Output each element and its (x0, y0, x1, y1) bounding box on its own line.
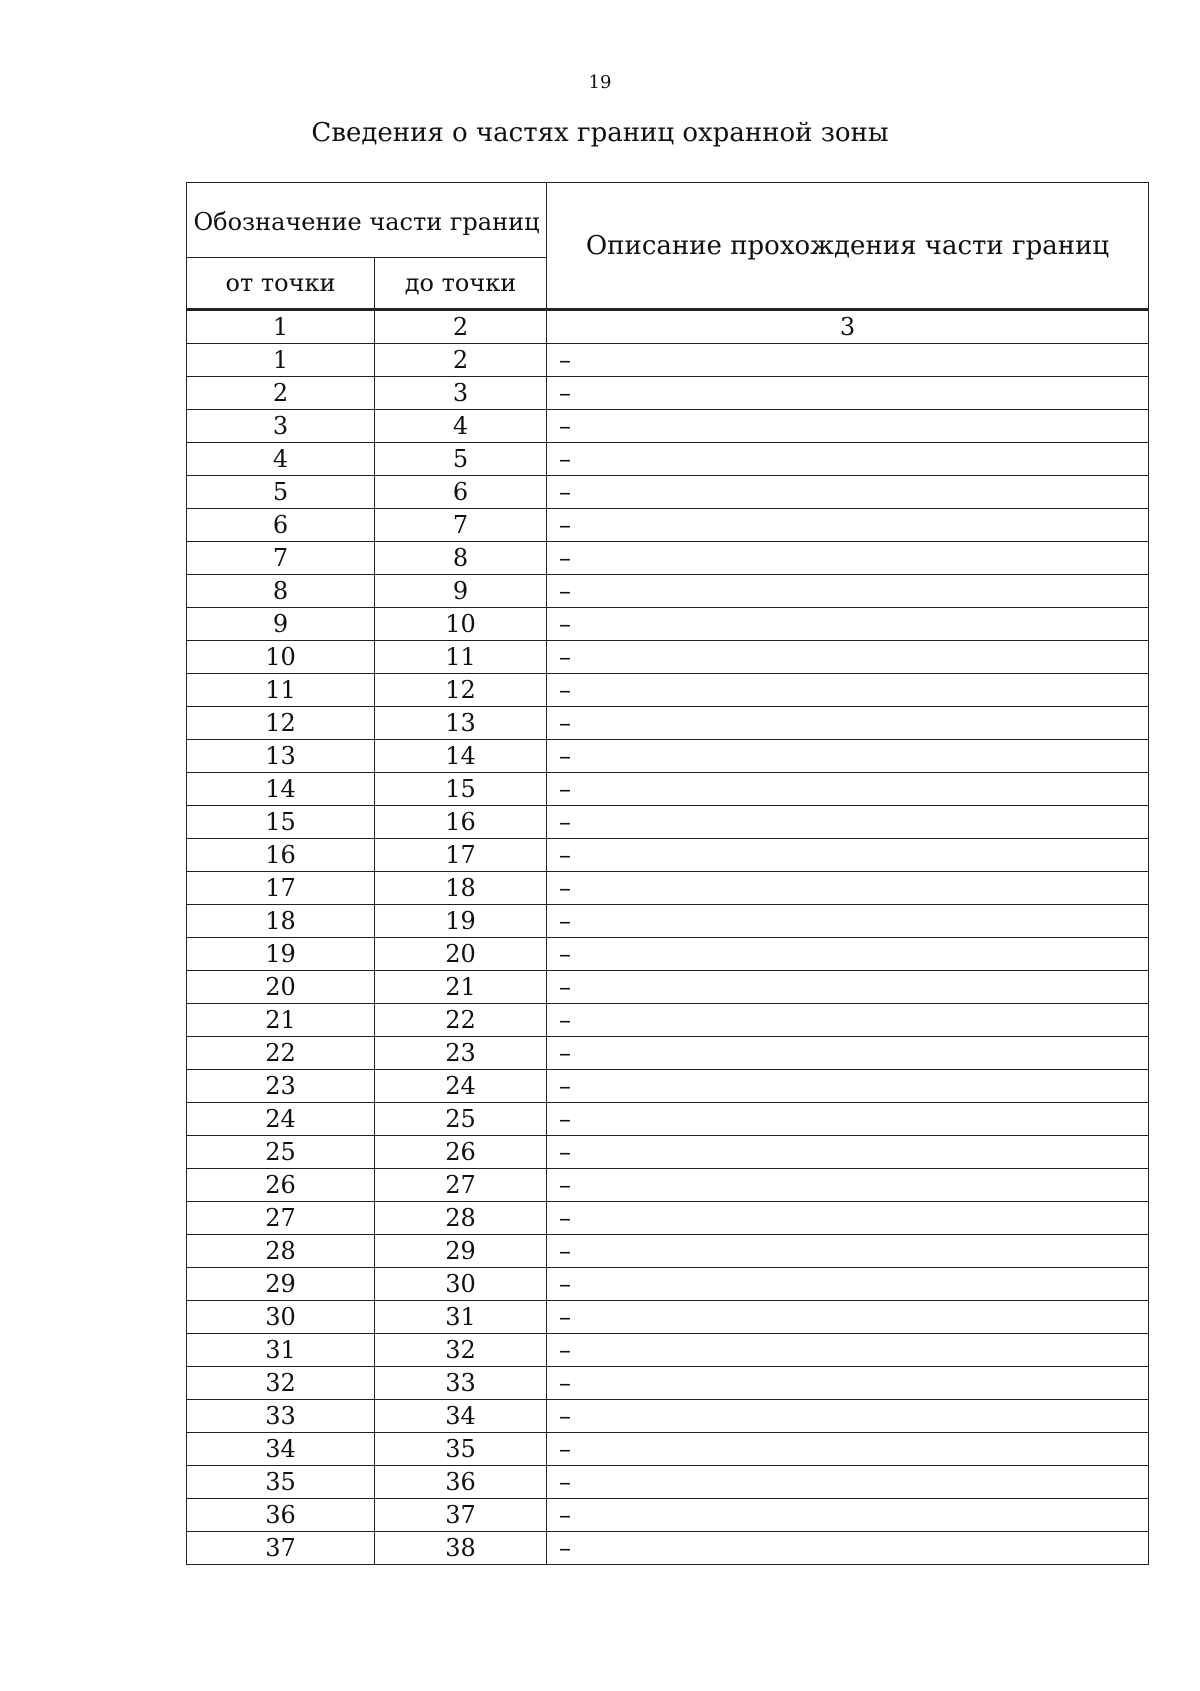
to-point-cell: 33 (375, 1367, 547, 1400)
from-point-cell: 31 (187, 1334, 375, 1367)
description-cell: – (547, 1466, 1149, 1499)
from-point-cell: 11 (187, 674, 375, 707)
description-cell: – (547, 608, 1149, 641)
table-row (187, 1070, 1149, 1103)
page-number: 19 (588, 72, 612, 93)
to-point-cell: 5 (375, 443, 547, 476)
table-row (187, 1499, 1149, 1532)
to-point-cell: 2 (375, 344, 547, 377)
to-point-cell: 18 (375, 872, 547, 905)
description-cell: – (547, 509, 1149, 542)
to-point-cell: 15 (375, 773, 547, 806)
table-row (187, 410, 1149, 443)
to-point-cell: 23 (375, 1037, 547, 1070)
table-row (187, 476, 1149, 509)
from-point-cell: 36 (187, 1499, 375, 1532)
from-point-cell: 33 (187, 1400, 375, 1433)
table-row (187, 1268, 1149, 1301)
from-point-cell: 14 (187, 773, 375, 806)
table-row (187, 1532, 1149, 1565)
from-point-cell: 21 (187, 1004, 375, 1037)
to-point-cell: 8 (375, 542, 547, 575)
to-point-cell: 16 (375, 806, 547, 839)
description-cell: – (547, 344, 1149, 377)
to-point-cell: 34 (375, 1400, 547, 1433)
column-index-1: 1 (187, 310, 375, 344)
to-point-cell: 35 (375, 1433, 547, 1466)
to-point-cell: 19 (375, 905, 547, 938)
table-row (187, 1301, 1149, 1334)
description-cell: – (547, 1334, 1149, 1367)
table-row (187, 1037, 1149, 1070)
table-row (187, 1334, 1149, 1367)
table-row (187, 806, 1149, 839)
to-point-cell: 37 (375, 1499, 547, 1532)
description-cell: – (547, 707, 1149, 740)
page-title: Сведения о частях границ охранной зоны (311, 118, 889, 148)
table-row (187, 509, 1149, 542)
description-cell: – (547, 1400, 1149, 1433)
to-point-cell: 9 (375, 575, 547, 608)
description-cell: – (547, 1301, 1149, 1334)
from-point-cell: 30 (187, 1301, 375, 1334)
from-point-cell: 4 (187, 443, 375, 476)
table-row (187, 707, 1149, 740)
description-cell: – (547, 575, 1149, 608)
to-point-cell: 7 (375, 509, 547, 542)
table-row (187, 872, 1149, 905)
to-point-cell: 17 (375, 839, 547, 872)
from-point-cell: 15 (187, 806, 375, 839)
table-row (187, 1136, 1149, 1169)
table-row (187, 1202, 1149, 1235)
from-point-cell: 24 (187, 1103, 375, 1136)
from-point-cell: 28 (187, 1235, 375, 1268)
to-point-cell: 25 (375, 1103, 547, 1136)
from-point-cell: 22 (187, 1037, 375, 1070)
header-part-designation: Обозначение части границ (187, 183, 547, 258)
from-point-cell: 12 (187, 707, 375, 740)
to-point-cell: 28 (375, 1202, 547, 1235)
to-point-cell: 12 (375, 674, 547, 707)
table-row (187, 971, 1149, 1004)
description-cell: – (547, 1037, 1149, 1070)
description-cell: – (547, 1433, 1149, 1466)
description-cell: – (547, 905, 1149, 938)
description-cell: – (547, 1235, 1149, 1268)
description-cell: – (547, 938, 1149, 971)
from-point-cell: 27 (187, 1202, 375, 1235)
description-cell: – (547, 476, 1149, 509)
to-point-cell: 21 (375, 971, 547, 1004)
table-row (187, 641, 1149, 674)
table-row (187, 905, 1149, 938)
table-row (187, 1400, 1149, 1433)
description-cell: – (547, 839, 1149, 872)
table-row (187, 1466, 1149, 1499)
from-point-cell: 25 (187, 1136, 375, 1169)
column-index-2: 2 (375, 310, 547, 344)
description-cell: – (547, 740, 1149, 773)
to-point-cell: 6 (375, 476, 547, 509)
description-cell: – (547, 443, 1149, 476)
from-point-cell: 2 (187, 377, 375, 410)
header-from-point: от точки (187, 258, 375, 310)
table-body (187, 183, 1149, 1565)
description-cell: – (547, 773, 1149, 806)
from-point-cell: 23 (187, 1070, 375, 1103)
to-point-cell: 27 (375, 1169, 547, 1202)
table-row (187, 839, 1149, 872)
table-row (187, 608, 1149, 641)
from-point-cell: 8 (187, 575, 375, 608)
from-point-cell: 19 (187, 938, 375, 971)
table-row (187, 1169, 1149, 1202)
description-cell: – (547, 1532, 1149, 1565)
to-point-cell: 14 (375, 740, 547, 773)
description-cell: – (547, 1202, 1149, 1235)
header-to-point: до точки (375, 258, 547, 310)
from-point-cell: 16 (187, 839, 375, 872)
description-cell: – (547, 674, 1149, 707)
table-row (187, 1433, 1149, 1466)
to-point-cell: 13 (375, 707, 547, 740)
from-point-cell: 7 (187, 542, 375, 575)
from-point-cell: 13 (187, 740, 375, 773)
table-row (187, 674, 1149, 707)
table-row (187, 1367, 1149, 1400)
description-cell: – (547, 1499, 1149, 1532)
to-point-cell: 29 (375, 1235, 547, 1268)
to-point-cell: 22 (375, 1004, 547, 1037)
from-point-cell: 37 (187, 1532, 375, 1565)
description-cell: – (547, 641, 1149, 674)
description-cell: – (547, 1070, 1149, 1103)
table-row (187, 1235, 1149, 1268)
description-cell: – (547, 1169, 1149, 1202)
from-point-cell: 26 (187, 1169, 375, 1202)
table-row (187, 1103, 1149, 1136)
from-point-cell: 1 (187, 344, 375, 377)
boundary-parts-table (186, 182, 1149, 1565)
from-point-cell: 3 (187, 410, 375, 443)
table-row (187, 443, 1149, 476)
header-description: Описание прохождения части границ (547, 183, 1149, 310)
description-cell: – (547, 377, 1149, 410)
description-cell: – (547, 971, 1149, 1004)
column-index-3: 3 (547, 310, 1149, 344)
to-point-cell: 11 (375, 641, 547, 674)
header-row (187, 183, 1149, 258)
table-row (187, 542, 1149, 575)
description-cell: – (547, 542, 1149, 575)
to-point-cell: 30 (375, 1268, 547, 1301)
description-cell: – (547, 872, 1149, 905)
from-point-cell: 35 (187, 1466, 375, 1499)
description-cell: – (547, 410, 1149, 443)
description-cell: – (547, 806, 1149, 839)
to-point-cell: 24 (375, 1070, 547, 1103)
table-row (187, 938, 1149, 971)
from-point-cell: 10 (187, 641, 375, 674)
to-point-cell: 4 (375, 410, 547, 443)
table-row (187, 773, 1149, 806)
from-point-cell: 5 (187, 476, 375, 509)
from-point-cell: 32 (187, 1367, 375, 1400)
table-row (187, 377, 1149, 410)
to-point-cell: 26 (375, 1136, 547, 1169)
description-cell: – (547, 1367, 1149, 1400)
column-index-row (187, 310, 1149, 344)
from-point-cell: 17 (187, 872, 375, 905)
description-cell: – (547, 1004, 1149, 1037)
to-point-cell: 10 (375, 608, 547, 641)
from-point-cell: 6 (187, 509, 375, 542)
from-point-cell: 9 (187, 608, 375, 641)
to-point-cell: 20 (375, 938, 547, 971)
from-point-cell: 29 (187, 1268, 375, 1301)
from-point-cell: 34 (187, 1433, 375, 1466)
to-point-cell: 3 (375, 377, 547, 410)
to-point-cell: 32 (375, 1334, 547, 1367)
description-cell: – (547, 1136, 1149, 1169)
to-point-cell: 31 (375, 1301, 547, 1334)
to-point-cell: 36 (375, 1466, 547, 1499)
to-point-cell: 38 (375, 1532, 547, 1565)
table-row (187, 575, 1149, 608)
table-row (187, 344, 1149, 377)
description-cell: – (547, 1268, 1149, 1301)
table-row (187, 1004, 1149, 1037)
description-cell: – (547, 1103, 1149, 1136)
from-point-cell: 18 (187, 905, 375, 938)
from-point-cell: 20 (187, 971, 375, 1004)
table-row (187, 740, 1149, 773)
